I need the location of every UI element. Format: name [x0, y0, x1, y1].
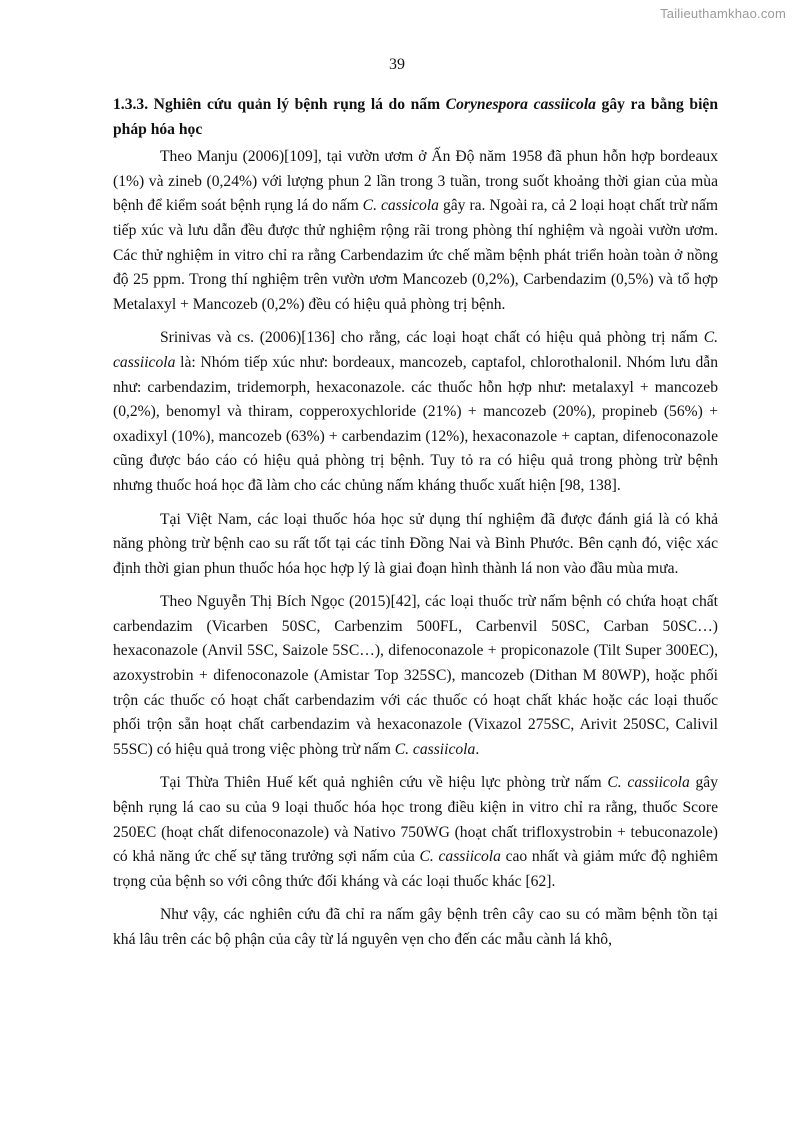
paragraph-text: Srinivas và cs. (2006)[136] cho rằng, các loại hoạt chất có hiệu quả phòng trị nấm: [160, 329, 704, 347]
paragraph-text: Như vậy, các nghiên cứu đã chỉ ra nấm gây bệnh trên cây cao su có mầm bệnh tồn tại khá lâu trên các bộ phận của cây từ lá nguyên vẹn cho đến các mẫu cành lá khô,: [113, 906, 718, 948]
page-body: [113, 93, 718, 953]
species-name: C. cassiicola: [394, 740, 476, 758]
heading-prefix: 1.3.3. Nghiên cứu quản lý bệnh rụng lá do nấm: [113, 96, 446, 113]
paragraph-summary: [113, 903, 718, 952]
paragraph-text: cao nhất và giảm mức độ nghiêm trọng của bệnh so với công thức đối kháng và các loại thuốc khác [62].: [113, 848, 719, 890]
page-number: 39: [389, 56, 405, 73]
species-name: C. cassiicola: [113, 329, 718, 371]
paragraph-vietnam: [113, 508, 718, 582]
species-name: C. cassicola: [362, 197, 439, 215]
watermark-text: Tailieuthamkhao.com: [660, 6, 786, 21]
paragraph-srinivas: [113, 326, 718, 498]
paragraph-text: gây ra. Ngoài ra, cả 2 loại hoạt chất trừ nấm tiếp xúc và lưu dẫn đều được thử nghiệm rộng rãi trong phòng thí nghiệm và ngoài vườn ươm. Các thử nghiệm in vitro chỉ ra rằng Carbendazim ức chế mầm bệnh phát triển hoàn toàn ở nồng độ 25 ppm. Trong thí nghiệm trên vườn ươm Mancozeb (0,2%), Carbendazim (0,5%) và tổ hợp Metalaxyl + Mancozeb (0,2%) đều có hiệu quả phòng trị bệnh.: [113, 197, 718, 313]
paragraph-text: Theo Manju (2006)[109], tại vườn ươm ở Ấn Độ năm 1958 đã phun hỗn hợp bordeaux (1%) và zineb (0,24%) với lượng phun 2 lần trong 3 tuần, trong suốt khoảng thời gian của mùa bệnh để kiểm soát bệnh rụng lá do nấm: [113, 148, 718, 215]
paragraph-hue: [113, 771, 718, 894]
paragraph-text: gây bệnh rụng lá cao su của 9 loại thuốc hóa học trong điều kiện in vitro chỉ ra rằng, thuốc Score 250EC (hoạt chất difenoconazole) và Nativo 750WG (hoạt chất trifloxystrobin + tebuconazole) có khả năng ức chế sự tăng trưởng sợi nấm của: [113, 774, 718, 866]
paragraph-text: .: [475, 740, 480, 758]
species-name: C. cassiicola: [419, 848, 501, 866]
paragraph-manju: [113, 145, 718, 317]
paragraph-text: là: Nhóm tiếp xúc như: bordeaux, mancozeb, captafol, chlorothalonil. Nhóm lưu dẫn như: carbendazim, tridemorph, hexaconazole. các thuốc hỗn hợp như: metalaxyl + mancozeb (0,2%), benomyl và thiram, copperoxychloride (21%) + mancozeb (20%), propineb (56%) + oxadixyl (10%), mancozeb (63%) + carbendazim (12%), hexaconazole + captan, difenoconazole cũng được báo cáo có hiệu quả phòng trị bệnh. Tuy tỏ ra có hiệu quả trong phòng trừ bệnh nhưng thuốc hoá học đã làm cho các chủng nấm kháng thuốc xuất hiện [98, 138].: [113, 353, 718, 494]
paragraph-text: Theo Nguyễn Thị Bích Ngọc (2015)[42], các loại thuốc trừ nấm bệnh có chứa hoạt chất carbendazim (Vicarben 50SC, Carbenzim 500FL, Carbenvil 50SC, Carban 50SC…) hexaconazole (Anvil 5SC, Saizole 5SC…), difenoconazole + propiconazole (Tilt Super 300EC), azoxystrobin + difenoconazole (Amistar Top 325SC), mancozeb (Dithan M 80WP), hoặc phối trộn các thuốc có hoạt chất carbendazim với các thuốc có hoạt chất khác hoặc các loại thuốc phối trộn sẵn hoạt chất carbendazim và hexaconazole (Vixazol 275SC, Arivit 250SC, Calivil 55SC) có hiệu quả trong việc phòng trừ nấm: [113, 593, 718, 758]
heading-suffix: gây ra bằng biện pháp hóa học: [113, 96, 718, 138]
paragraph-text: Tại Việt Nam, các loại thuốc hóa học sử dụng thí nghiệm đã được đánh giá là có khả năng phòng trừ bệnh cao su rất tốt tại các tỉnh Đồng Nai và Bình Phước. Bên cạnh đó, việc xác định thời gian phun thuốc hóa học hợp lý là giai đoạn hình thành lá non vào đầu mùa mưa.: [113, 510, 718, 577]
species-name: C. cassiicola: [607, 774, 690, 792]
heading-species: Corynespora cassiicola: [445, 96, 596, 113]
section-heading: [113, 93, 718, 142]
paragraph-nguyen: [113, 590, 718, 762]
paragraph-text: Tại Thừa Thiên Huế kết quả nghiên cứu về hiệu lực phòng trừ nấm: [160, 774, 608, 792]
